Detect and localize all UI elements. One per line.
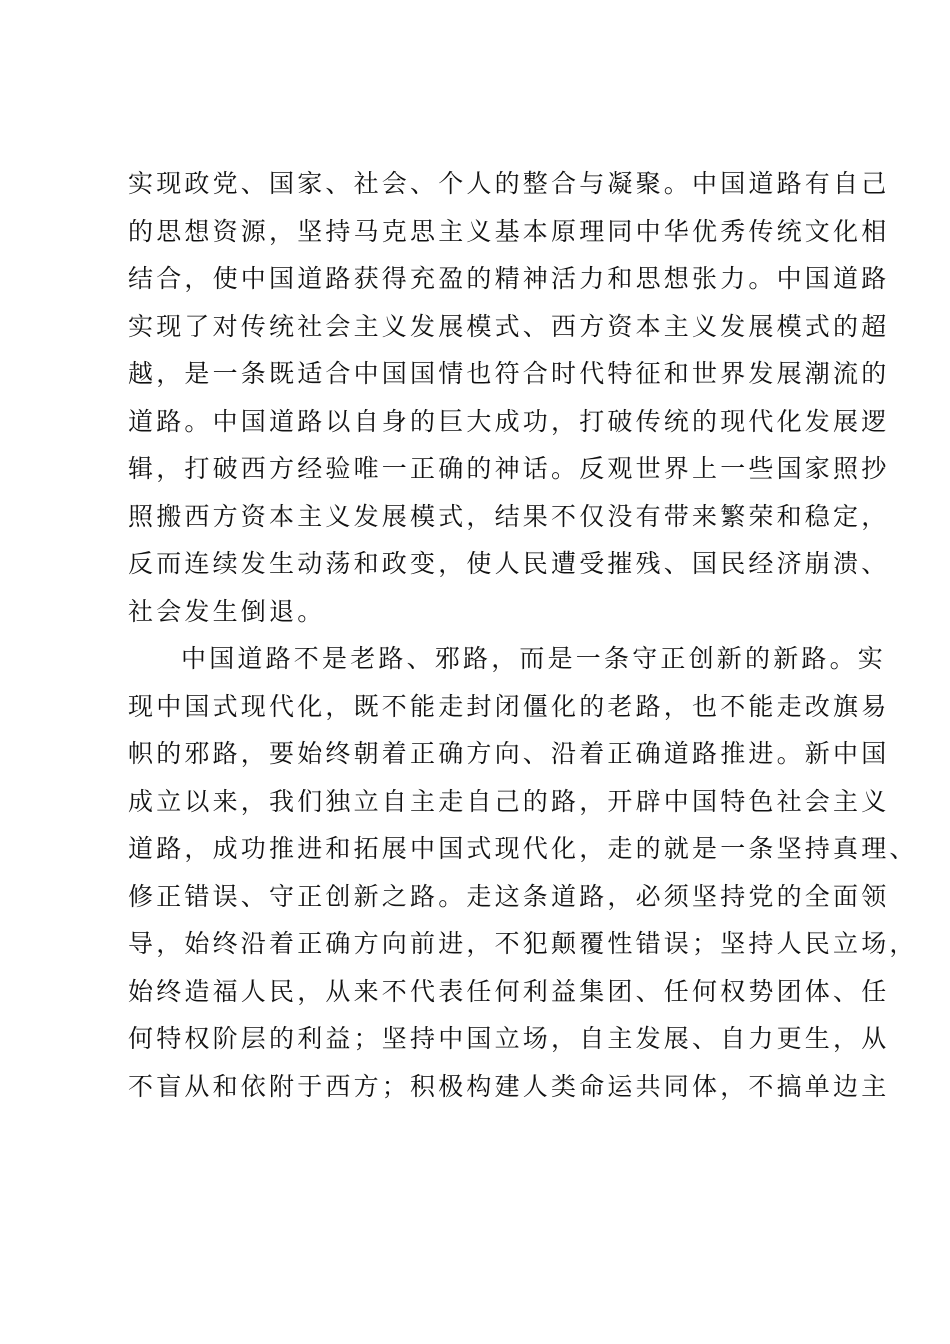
- text-line: 始终造福人民，从来不代表任何利益集团、任何权势团体、任: [128, 976, 890, 1006]
- document-body: [128, 160, 918, 1110]
- paragraph-2: [128, 635, 918, 1110]
- text-line: 实现了对传统社会主义发展模式、西方资本主义发展模式的超: [128, 311, 890, 341]
- text-line: 道路。中国道路以自身的巨大成功，打破传统的现代化发展逻: [128, 406, 890, 436]
- text-line-indented: 中国道路不是老路、邪路，而是一条守正创新的新路。实: [181, 644, 887, 673]
- text-line: 修正错误、守正创新之路。走这条道路，必须坚持党的全面领: [128, 881, 890, 911]
- text-line: 照搬西方资本主义发展模式，结果不仅没有带来繁荣和稳定，: [128, 501, 890, 531]
- text-line: 成立以来，我们独立自主走自己的路，开辟中国特色社会主义: [128, 786, 890, 816]
- text-line: 辑，打破西方经验唯一正确的神话。反观世界上一些国家照抄: [128, 454, 890, 483]
- text-line: 的思想资源，坚持马克思主义基本原理同中华优秀传统文化相: [128, 216, 890, 246]
- text-line: 帜的邪路，要始终朝着正确方向、沿着正确道路推进。新中国: [128, 739, 890, 768]
- paragraph-1: [128, 160, 890, 635]
- text-line: 越，是一条既适合中国国情也符合时代特征和世界发展潮流的: [128, 359, 890, 388]
- text-line: 导，始终沿着正确方向前进，不犯颠覆性错误；坚持人民立场，: [128, 929, 918, 958]
- text-line: 不盲从和依附于西方；积极构建人类命运共同体，不搞单边主: [128, 1071, 890, 1101]
- text-line: 反而连续发生动荡和政变，使人民遭受摧残、国民经济崩溃、: [128, 549, 890, 578]
- text-line: 结合，使中国道路获得充盈的精神活力和思想张力。中国道路: [128, 264, 890, 293]
- text-line: 何特权阶层的利益；坚持中国立场，自主发展、自力更生，从: [128, 1024, 890, 1053]
- text-line: 现中国式现代化，既不能走封闭僵化的老路，也不能走改旗易: [128, 691, 890, 721]
- text-line: 实现政党、国家、社会、个人的整合与凝聚。中国道路有自己: [128, 169, 890, 198]
- text-line: 道路，成功推进和拓展中国式现代化，走的就是一条坚持真理、: [128, 834, 918, 863]
- text-line: 社会发生倒退。: [128, 596, 326, 626]
